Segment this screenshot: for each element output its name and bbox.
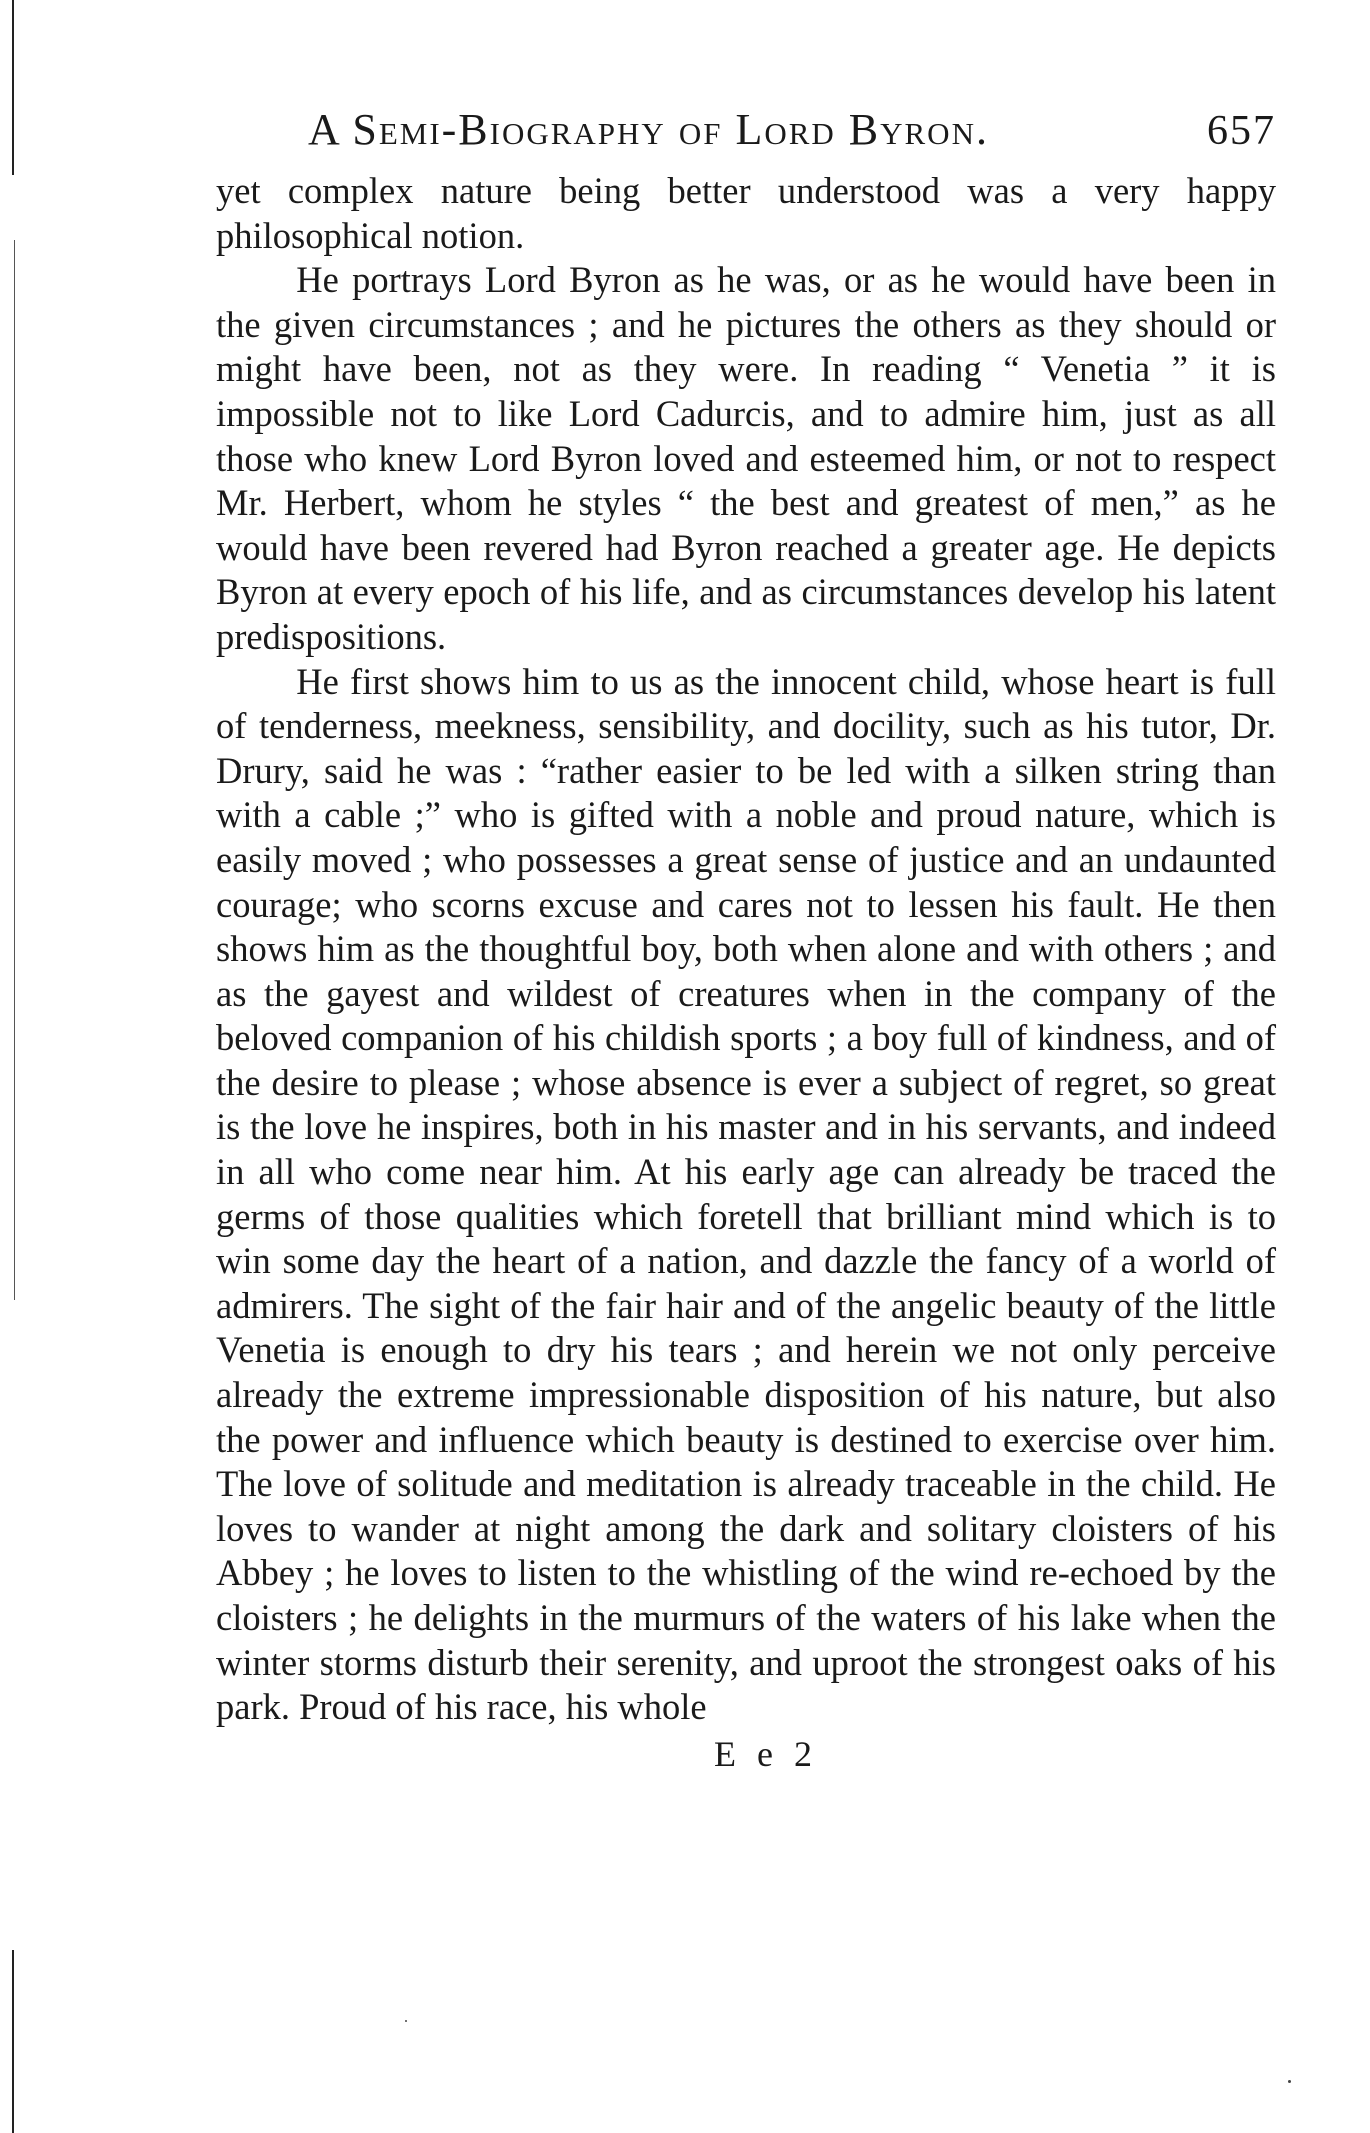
running-head: [216, 100, 1276, 161]
speck-mark: [1288, 2080, 1291, 2083]
page-number: 657: [1207, 108, 1276, 154]
paragraph-continuation: yet complex nature being better understood was a very happy philosophical notion.: [216, 170, 1276, 256]
page-edge-shadow-middle: [14, 240, 15, 1300]
page-edge-shadow-bottom: [12, 1950, 14, 2133]
paragraph: He first shows him to us as the innocent child, whose heart is full of tenderness, meekness, sensibility, and docility, such as his tutor, Dr. Drury, said he was : “rather easier to be led with a silken string than with a cable ;” who is gifted with a noble and proud nature, which is easily moved ; who possesses a great sense of justice and an undaunted courage; who scorns excuse and cares not to lessen his fault. He then shows him as the thoughtful boy, both when alone and with others ; and as the gayest and wildest of creatures when in the company of the beloved companion of his childish sports ; a boy full of kindness, and of the desire to please ; whose absence is ever a subject of regret, so great is the love he inspires, both in his master and in his servants, and indeed in all who come near him. At his early age can already be traced the germs of those qualities which foretell that brilliant mind which is to win some day the heart of a nation, and dazzle the fancy of a world of admirers. The sight of the fair hair and of the angelic beauty of the little Venetia is enough to dry his tears ; and herein we not only perceive already the extreme impressionable disposition of his nature, but also the power and influence which beauty is destined to exercise over him. The love of solitude and meditation is already traceable in the child. He loves to wander at night among the dark and solitary cloisters of his Abbey ; he loves to listen to the whistling of the wind re-echoed by the cloisters ; he delights in the murmurs of the waters of his lake when the winter storms disturb their serenity, and uproot the strongest oaks of his park. Proud of his race, his whole: [216, 660, 1276, 1728]
book-page: [216, 100, 1276, 1776]
page-edge-shadow-top: [12, 0, 14, 175]
speck-mark: [405, 2020, 407, 2022]
running-head-title: A Semi-Biography of Lord Byron.: [308, 105, 989, 154]
signature-mark: E e 2: [714, 1733, 818, 1774]
paragraph: He portrays Lord Byron as he was, or as he would have been in the given circumstances ; and he pictures the others as they should or might have been, not as they were. In reading “ Venetia ” it is impossible not to like Lord Cadurcis, and to admire him, just as all those who knew Lord Byron loved and esteemed him, or not to respect Mr. Herbert, whom he styles “ the best and greatest of men,” as he would have been revered had Byron reached a greater age. He depicts Byron at every epoch of his life, and as circumstances develop his latent predispositions.: [216, 259, 1276, 657]
body-text: [216, 169, 1276, 1730]
